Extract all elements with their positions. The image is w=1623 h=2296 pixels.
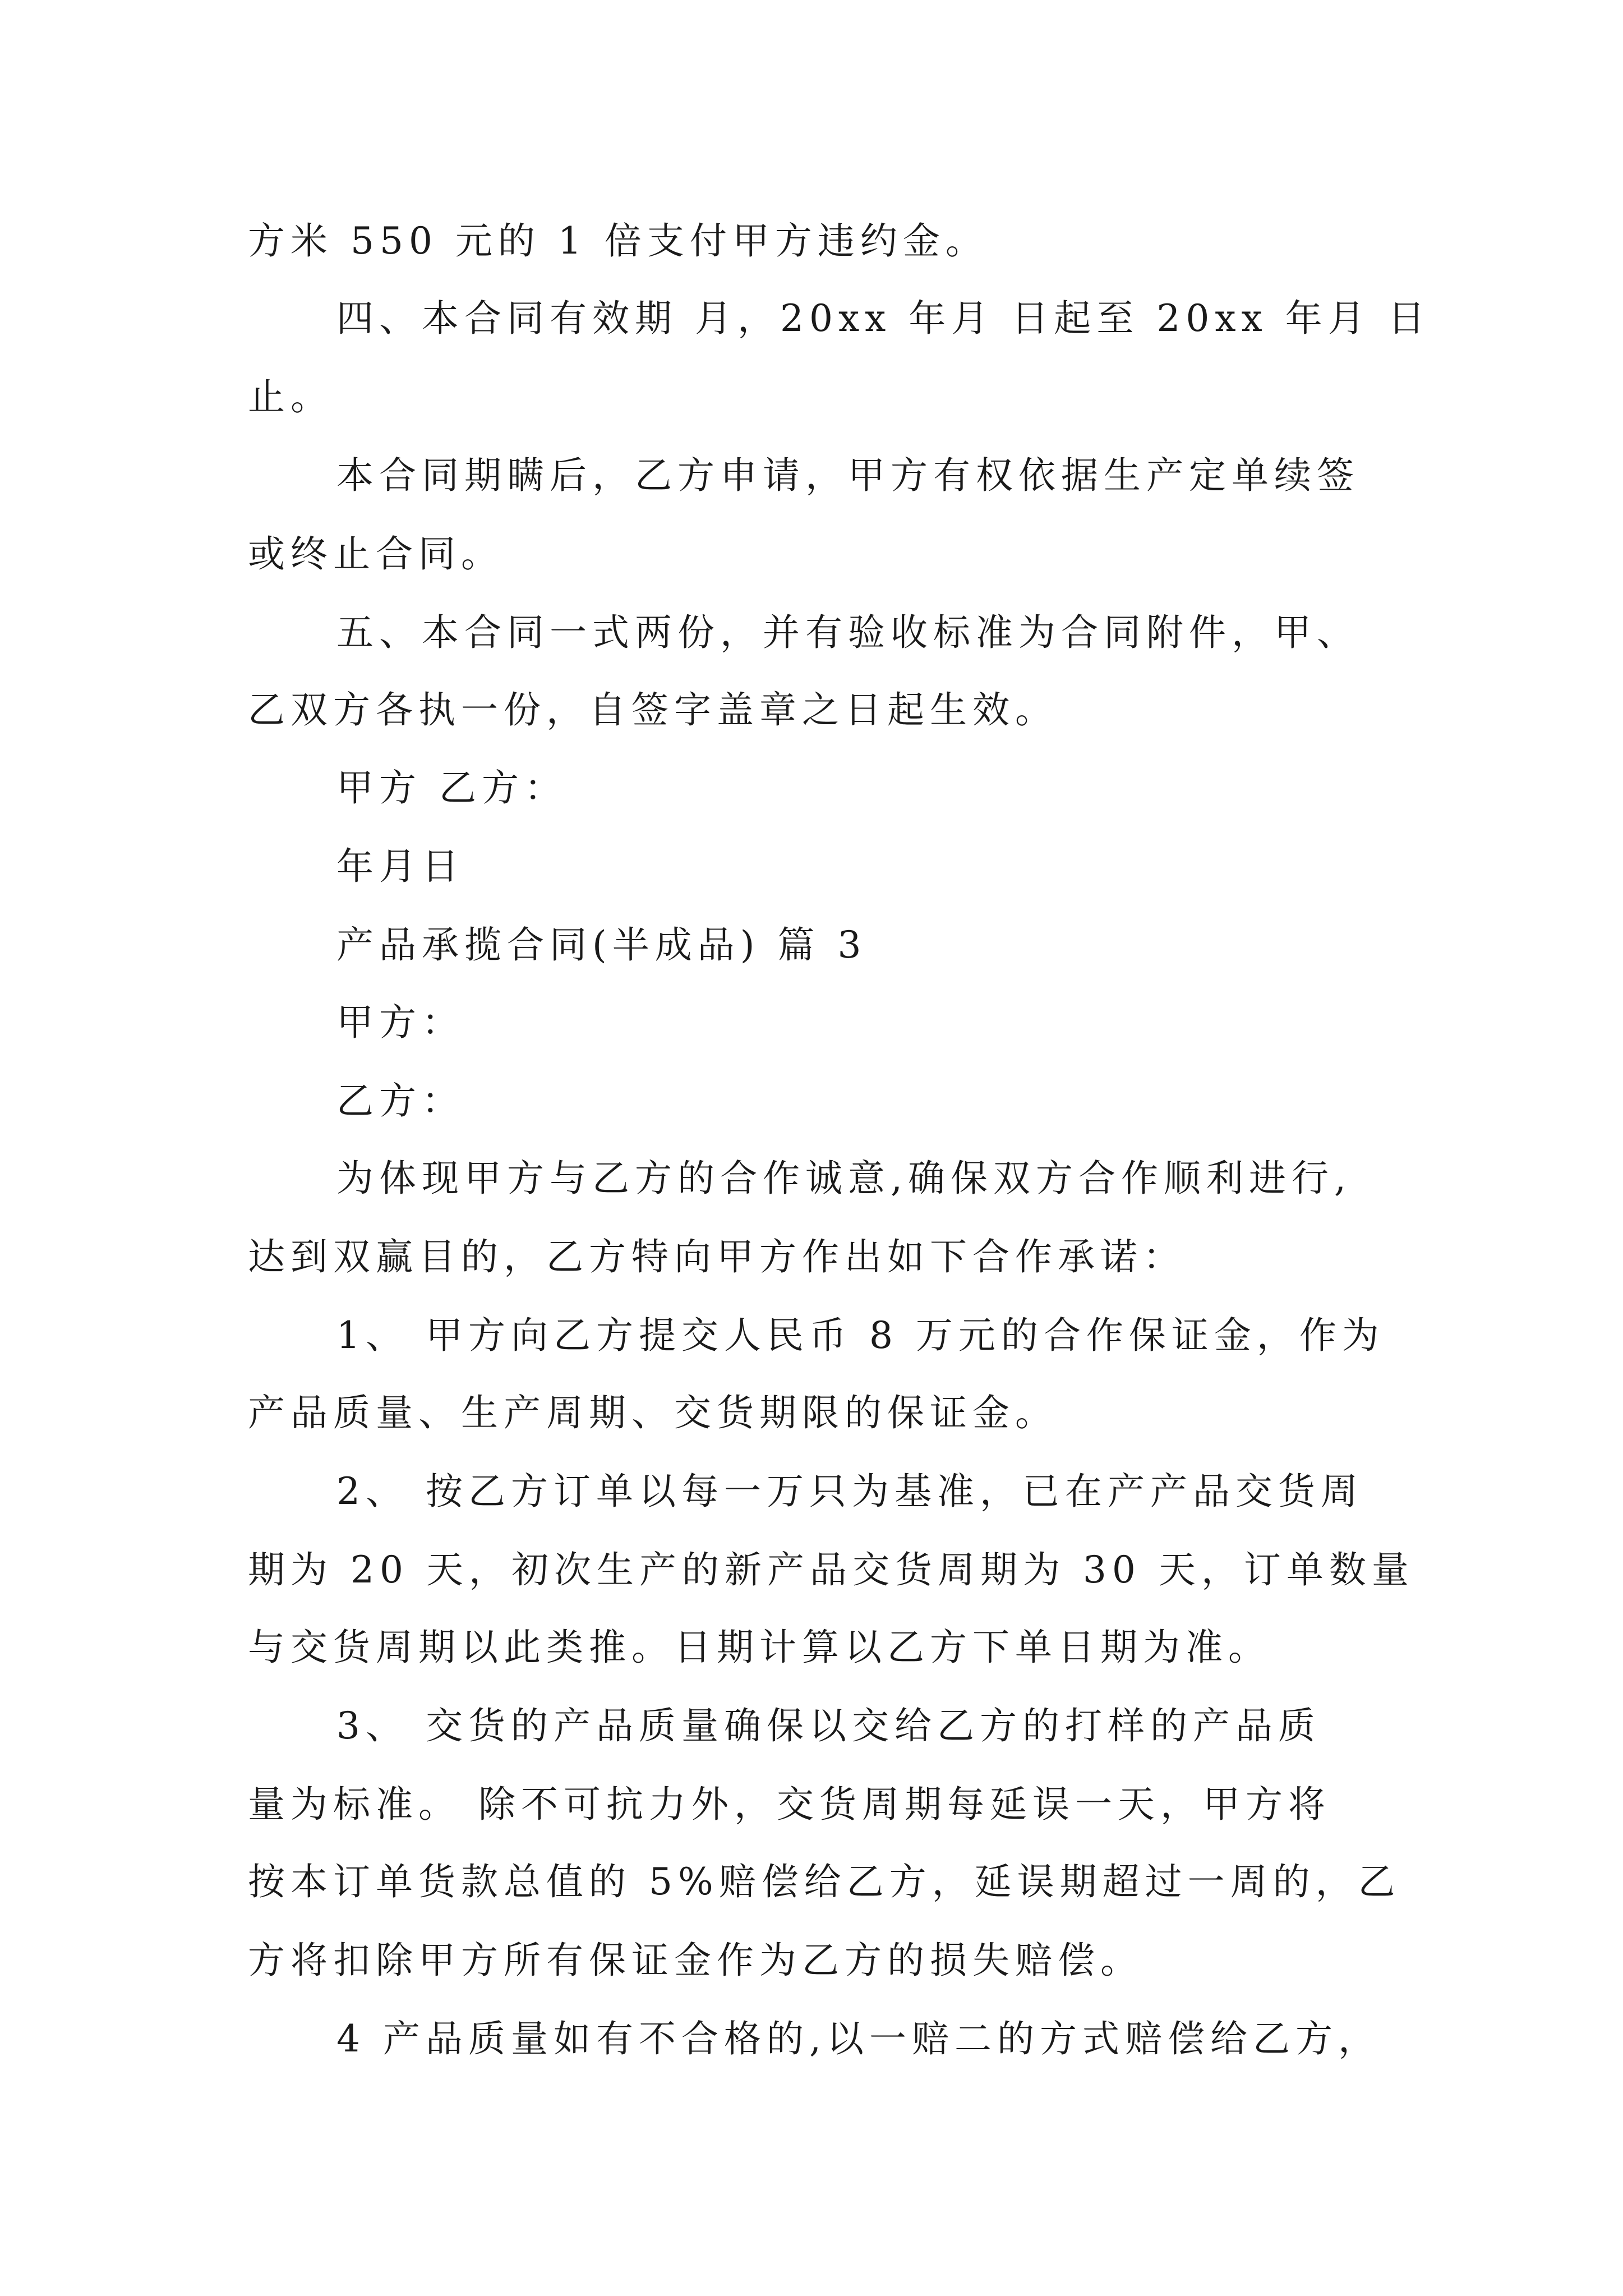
text-line: 为体现甲方与乙方的合作诚意,确保双方合作顺利进行,	[336, 1157, 1352, 1200]
party-b-label: 乙方：	[336, 1079, 464, 1122]
text-line: 年月日	[336, 845, 464, 888]
section-heading: 产品承揽合同(半成品) 篇 3	[336, 923, 867, 967]
text-line: 方米 550 元的 1 倍支付甲方违约金。	[248, 219, 988, 263]
text-line: 1、 甲方向乙方提交人民币 8 万元的合作保证金，作为	[336, 1314, 1385, 1357]
text-line: 4 产品质量如有不合格的,以一赔二的方式赔偿给乙方，	[336, 2017, 1381, 2060]
text-line: 期为 20 天，初次生产的新产品交货周期为 30 天，订单数量	[248, 1548, 1414, 1591]
text-line: 2、 按乙方订单以每一万只为基准，已在产产品交货周	[336, 1470, 1363, 1513]
text-line: 产品质量、生产周期、交货期限的保证金。	[248, 1391, 1058, 1434]
text-line: 达到双赢目的，乙方特向甲方作出如下合作承诺：	[248, 1235, 1186, 1278]
text-line: 本合同期瞒后，乙方申请，甲方有权依据生产定单续签	[336, 454, 1359, 497]
text-line: 3、 交货的产品质量确保以交给乙方的打样的产品质	[336, 1704, 1321, 1747]
text-line: 五、本合同一式两份，并有验收标准为合同附件，甲、	[336, 611, 1359, 654]
text-line: 止。	[248, 375, 333, 418]
text-line: 按本订单货款总值的 5%赔偿给乙方，延误期超过一周的，乙	[248, 1860, 1401, 1903]
party-a-label: 甲方：	[336, 1001, 464, 1044]
text-line: 或终止合同。	[248, 532, 504, 576]
text-line: 与交货周期以此类推。日期计算以乙方下单日期为准。	[248, 1626, 1271, 1669]
text-line: 甲方 乙方：	[336, 766, 567, 809]
text-line: 四、本合同有效期 月，20xx 年月 日起至 20xx 年月 日	[336, 297, 1431, 340]
text-line: 乙双方各执一份，自签字盖章之日起生效。	[248, 688, 1058, 731]
text-line: 量为标准。 除不可抗力外，交货周期每延误一天，甲方将	[248, 1783, 1331, 1826]
text-line: 方将扣除甲方所有保证金作为乙方的损失赔偿。	[248, 1939, 1143, 1982]
